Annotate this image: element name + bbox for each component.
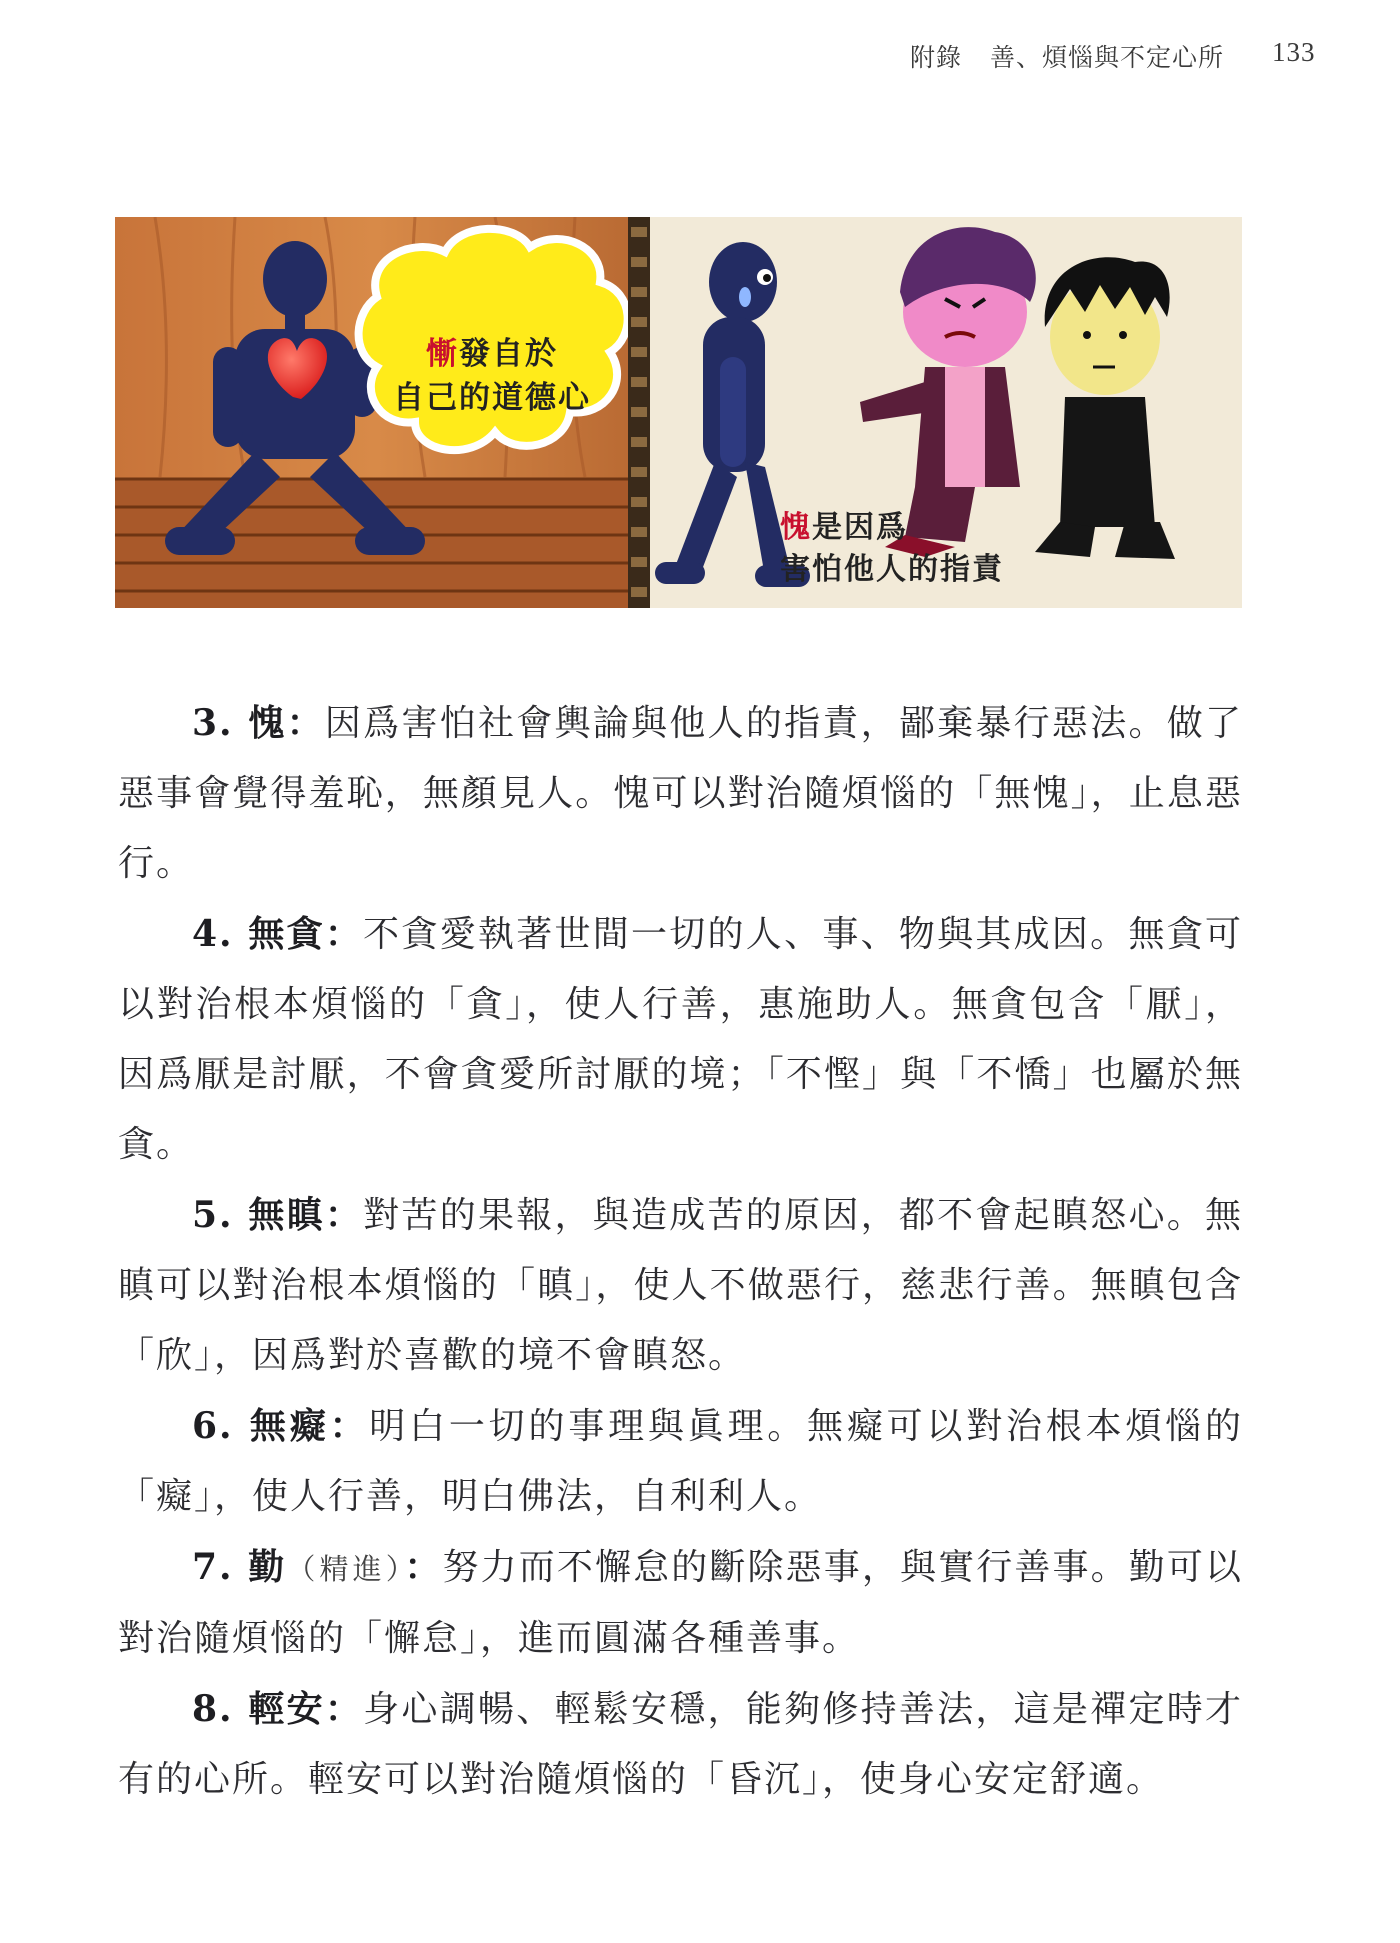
section-term: 6. 無癡： <box>192 1405 370 1447</box>
caption-line-2: 害怕他人的指責 <box>780 552 1004 587</box>
bubble-line-1-rest: 發自於 <box>459 336 558 372</box>
section-term: 7. 勤 <box>192 1546 287 1588</box>
header-title: 善、煩惱與不定心所 <box>990 43 1225 72</box>
body-text <box>118 688 1243 1815</box>
section-term: 8. 輕安： <box>192 1688 364 1730</box>
section-paragraph <box>118 1391 1243 1532</box>
section-text: 身心調暢、輕鬆安穩，能夠修持善法，這是禪定時才有的心所。輕安可以對治隨煩惱的「昏沉」，使身心安定舒適。 <box>118 1689 1243 1800</box>
section-paragraph <box>118 1180 1243 1391</box>
page-number: 133 <box>1272 37 1316 67</box>
illustration-art <box>115 217 1242 608</box>
section-text: 努力而不懈怠的斷除惡事，與實行善事。勤可以對治隨煩惱的「懈怠」，進而圓滿各種善事。 <box>118 1547 1243 1659</box>
section-paragraph <box>118 899 1243 1180</box>
bubble-line-2: 自己的道德心 <box>393 380 591 416</box>
section-text: 不貪愛執著世間一切的人、事、物與其成因。無貪可以對治根本煩惱的「貪」，使人行善，惠施助人。無貪包含「厭」，因爲厭是討厭，不會貪愛所討厭的境；「不慳」與「不憍」也屬於無貪。 <box>118 914 1243 1165</box>
section-colon: ： <box>404 1546 443 1588</box>
running-header <box>910 38 1330 78</box>
bubble-text <box>377 332 607 420</box>
bubble-line-1 <box>377 332 607 376</box>
center-strip <box>628 217 650 608</box>
section-term: 5. 無瞋： <box>192 1194 364 1236</box>
header-section: 附錄 <box>910 43 963 72</box>
section-term: 3. 愧： <box>192 702 325 744</box>
right-caption <box>780 507 1040 591</box>
section-text: 因爲害怕社會輿論與他人的指責，鄙棄暴行惡法。做了惡事會覺得羞恥，無顏見人。愧可以對治隨煩惱的「無愧」，止息惡行。 <box>118 703 1243 884</box>
section-term: 4. 無貪： <box>192 913 364 955</box>
section-note: （精進） <box>286 1552 405 1586</box>
caption-highlight: 愧 <box>780 510 812 545</box>
section-paragraph <box>118 688 1243 899</box>
caption-line-1 <box>780 507 1040 549</box>
section-paragraph <box>118 1674 1243 1815</box>
section-text: 明白一切的事理與眞理。無癡可以對治根本煩惱的「癡」，使人行善，明白佛法，自利利人。 <box>118 1406 1243 1517</box>
section-text: 對苦的果報，與造成苦的原因，都不會起瞋怒心。無瞋可以對治根本煩惱的「瞋」，使人不做惡行，慈悲行善。無瞋包含「欣」，因爲對於喜歡的境不會瞋怒。 <box>118 1195 1243 1376</box>
section-paragraph <box>118 1532 1243 1674</box>
caption-line-1-rest: 是因爲 <box>812 510 908 545</box>
bubble-highlight: 慚 <box>426 336 459 372</box>
illustration <box>115 217 1242 608</box>
